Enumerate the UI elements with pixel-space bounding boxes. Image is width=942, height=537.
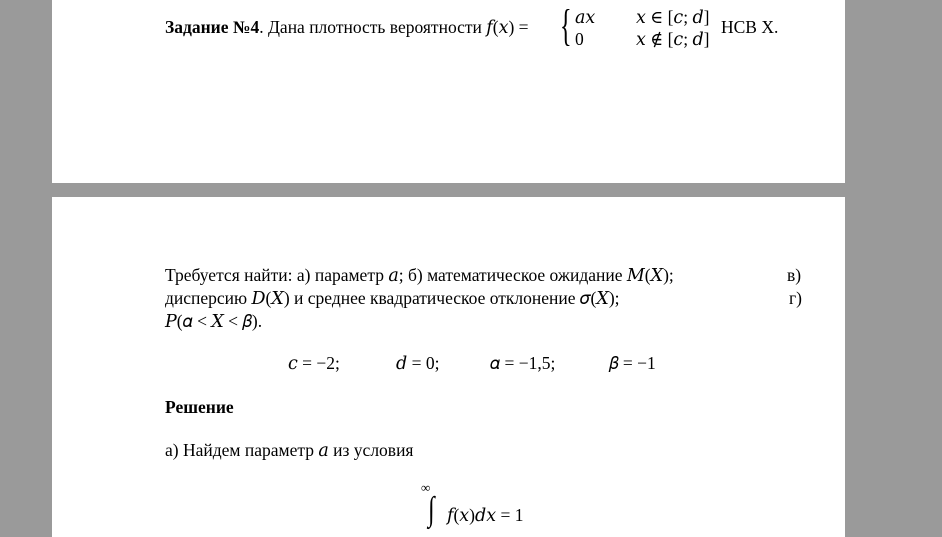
task-heading: Задание №4 <box>165 17 260 37</box>
requirements-line1: Требуется найти: а) параметр 𝑎; б) математическое ожидание 𝑀(𝑋); <box>165 265 674 285</box>
solution-step-a: а) Найдем параметр 𝑎 из условия <box>165 440 414 460</box>
param-c: 𝑐 = −2; <box>288 353 340 373</box>
param-alpha: 𝛼 = −1,5; <box>490 353 556 373</box>
requirements-line1-tail: в) <box>787 265 802 285</box>
case1-cond: 𝑥 ∈ [𝑐; 𝑑] <box>636 7 710 27</box>
page-top <box>52 0 845 183</box>
param-beta: 𝛽 = −1 <box>609 353 656 373</box>
integral-sign: ∫ <box>428 491 435 528</box>
requirements-line2-tail: г) <box>789 288 803 308</box>
integral-equation: 𝑓(𝑥)𝑑𝑥 = 1 <box>447 505 524 525</box>
task-intro: . Дана плотность вероятности <box>259 17 487 37</box>
piecewise-brace: { <box>560 1 572 50</box>
requirements-line3: 𝑃(𝛼 < 𝑋 < 𝛽). <box>165 311 263 331</box>
param-d: 𝑑 = 0; <box>396 353 440 373</box>
case2-cond: 𝑥 ∉ [𝑐; 𝑑] <box>636 29 710 49</box>
case1-expr: 𝑎𝑥 <box>575 7 596 27</box>
task-suffix: НСВ X. <box>721 17 779 37</box>
page-bottom <box>52 197 845 537</box>
density-function: 𝑓(𝑥) = <box>486 17 529 37</box>
solution-heading: Решение <box>165 397 234 417</box>
requirements-line2: дисперсию 𝐷(𝑋) и среднее квадратическое отклонение 𝜎(𝑋); <box>165 288 620 308</box>
integral-upper-limit: ∞ <box>421 480 431 495</box>
case2-expr: 0 <box>575 29 584 49</box>
task-line <box>165 17 529 37</box>
